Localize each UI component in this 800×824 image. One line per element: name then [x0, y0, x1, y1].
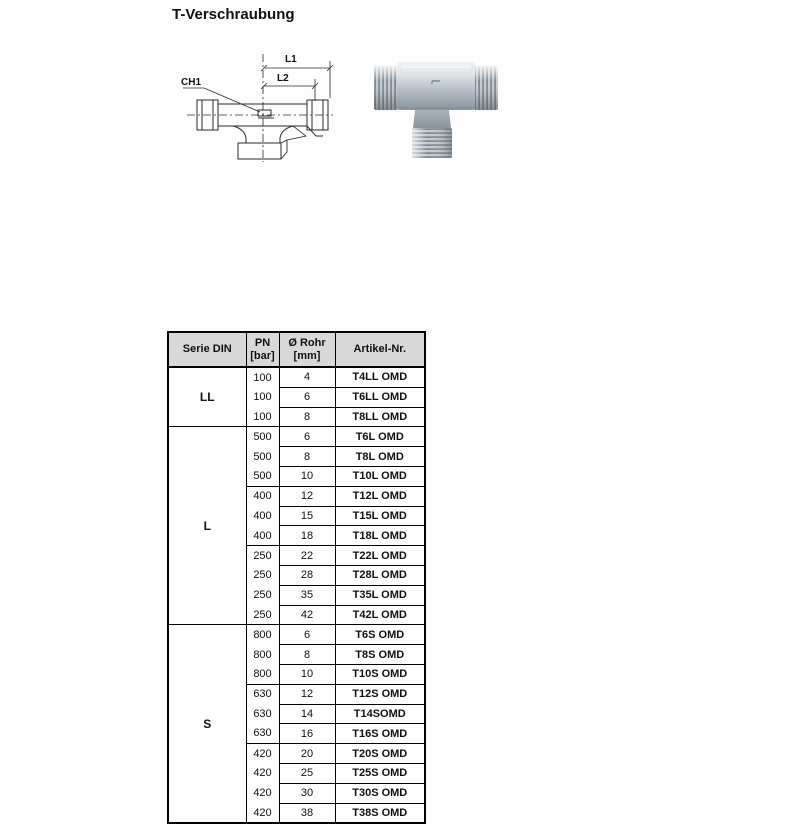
serie-cell: S [168, 625, 246, 823]
ch1-label: CH1 [181, 77, 202, 88]
artikel-cell: T8L OMD [335, 447, 425, 467]
pn-cell: 400 [246, 526, 279, 546]
serie-cell: L [168, 427, 246, 625]
header-rohr-mm: Ø Rohr [mm] [279, 332, 335, 367]
artikel-cell: T22L OMD [335, 546, 425, 566]
fitting-branch [413, 110, 451, 128]
pn-cell: 500 [246, 466, 279, 486]
rohr-cell: 4 [279, 367, 335, 387]
table-row [168, 427, 425, 447]
artikel-cell: T12L OMD [335, 486, 425, 506]
page-title: T-Verschraubung [172, 6, 295, 23]
rohr-cell: 18 [279, 526, 335, 546]
artikel-cell: T15L OMD [335, 506, 425, 526]
pn-cell: 800 [246, 664, 279, 684]
pn-cell: 250 [246, 546, 279, 566]
pn-cell: 420 [246, 783, 279, 803]
pn-cell: 400 [246, 506, 279, 526]
pn-cell: 250 [246, 585, 279, 605]
header-artikel-nr: Artikel-Nr. [335, 332, 425, 367]
branch-left-shoulder [233, 126, 246, 143]
t-fitting-photo [372, 58, 500, 165]
pn-cell: 400 [246, 486, 279, 506]
pn-cell: 630 [246, 684, 279, 704]
pn-cell: 800 [246, 625, 279, 645]
pn-cell: 100 [246, 387, 279, 407]
rohr-cell: 12 [279, 486, 335, 506]
l2-label: L2 [277, 73, 289, 84]
pn-cell: 500 [246, 427, 279, 447]
rohr-cell: 15 [279, 506, 335, 526]
pn-cell: 420 [246, 763, 279, 783]
artikel-cell: T14SOMD [335, 704, 425, 724]
fittings-table-section [167, 331, 426, 824]
pn-cell: 250 [246, 605, 279, 625]
artikel-cell: T30S OMD [335, 783, 425, 803]
artikel-cell: T28L OMD [335, 565, 425, 585]
fittings-table [167, 331, 426, 824]
artikel-cell: T8S OMD [335, 645, 425, 665]
artikel-cell: T6L OMD [335, 427, 425, 447]
artikel-cell: T4LL OMD [335, 367, 425, 387]
table-row [168, 625, 425, 645]
header-serie-din: Serie DIN [168, 332, 246, 367]
rohr-cell: 6 [279, 387, 335, 407]
rohr-cell: 42 [279, 605, 335, 625]
artikel-cell: T10L OMD [335, 466, 425, 486]
artikel-cell: T25S OMD [335, 763, 425, 783]
rohr-cell: 14 [279, 704, 335, 724]
table-header [168, 332, 425, 367]
pn-cell: 420 [246, 744, 279, 764]
rohr-cell: 10 [279, 664, 335, 684]
artikel-cell: T8LL OMD [335, 407, 425, 427]
rohr-cell: 10 [279, 466, 335, 486]
rohr-cell: 25 [279, 763, 335, 783]
artikel-cell: T6S OMD [335, 625, 425, 645]
rohr-cell: 6 [279, 427, 335, 447]
artikel-cell: T12S OMD [335, 684, 425, 704]
artikel-cell: T10S OMD [335, 664, 425, 684]
bottom-nut-outline [238, 143, 281, 159]
technical-drawing-svg [175, 48, 340, 168]
rohr-cell: 16 [279, 724, 335, 744]
artikel-cell: T38S OMD [335, 803, 425, 823]
pn-cell: 630 [246, 704, 279, 724]
l1-label: L1 [285, 54, 297, 65]
artikel-cell: T18L OMD [335, 526, 425, 546]
right-thread [474, 66, 498, 110]
pn-cell: 100 [246, 407, 279, 427]
table-row [168, 367, 425, 387]
rohr-cell: 20 [279, 744, 335, 764]
fitting-body [397, 62, 475, 110]
pn-cell: 100 [246, 367, 279, 387]
rohr-cell: 8 [279, 447, 335, 467]
rohr-cell: 38 [279, 803, 335, 823]
artikel-cell: T6LL OMD [335, 387, 425, 407]
t-fitting-photo-svg [372, 58, 500, 160]
artikel-cell: T42L OMD [335, 605, 425, 625]
rohr-cell: 12 [279, 684, 335, 704]
pn-cell: 420 [246, 803, 279, 823]
bottom-thread [412, 128, 452, 158]
header-pn-bar: PN [bar] [246, 332, 279, 367]
left-thread [374, 66, 398, 110]
pn-cell: 630 [246, 724, 279, 744]
artikel-cell: T16S OMD [335, 724, 425, 744]
rohr-cell: 8 [279, 645, 335, 665]
pn-cell: 250 [246, 565, 279, 585]
t-fitting-technical-drawing [175, 48, 340, 173]
rohr-cell: 28 [279, 565, 335, 585]
rohr-cell: 8 [279, 407, 335, 427]
rohr-cell: 30 [279, 783, 335, 803]
pn-cell: 500 [246, 447, 279, 467]
pn-cell: 800 [246, 645, 279, 665]
artikel-cell: T35L OMD [335, 585, 425, 605]
rohr-cell: 22 [279, 546, 335, 566]
artikel-cell: T20S OMD [335, 744, 425, 764]
rohr-cell: 35 [279, 585, 335, 605]
serie-cell: LL [168, 367, 246, 427]
rohr-cell: 6 [279, 625, 335, 645]
fitting-table-body [168, 367, 425, 823]
